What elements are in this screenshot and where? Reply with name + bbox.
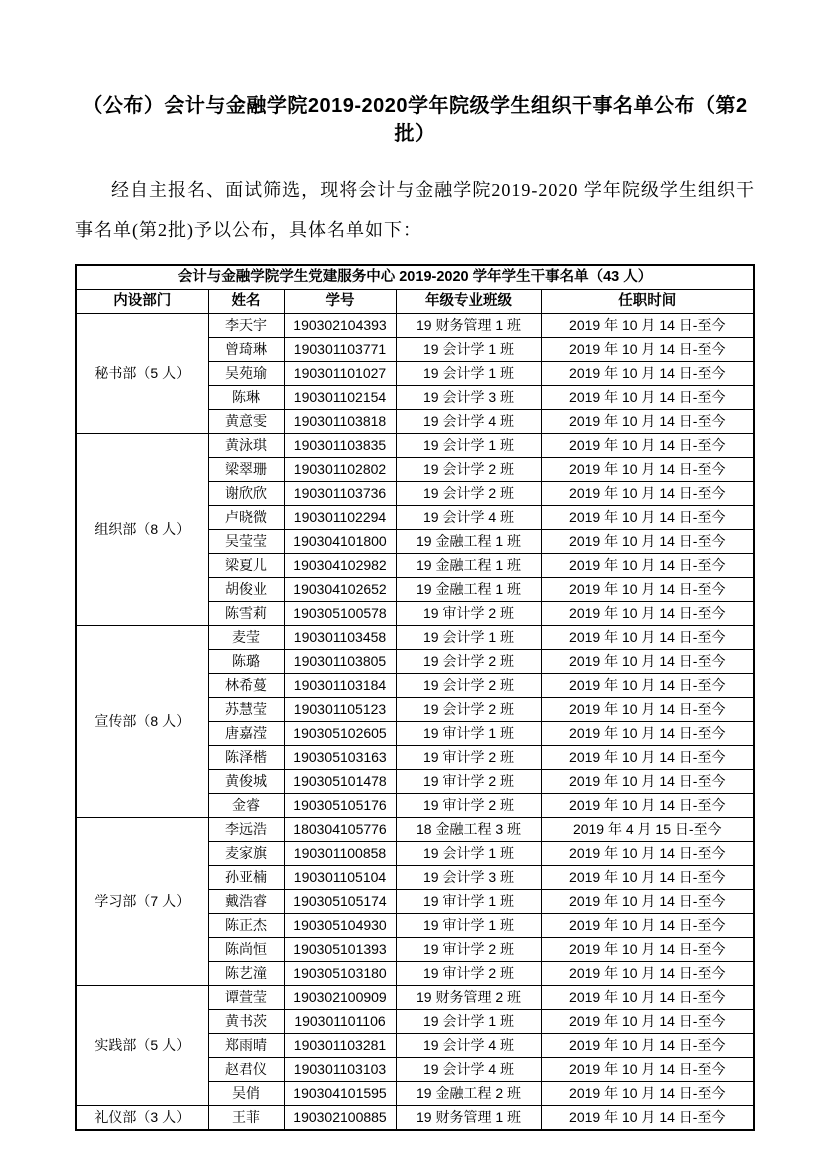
table-header-row bbox=[76, 290, 754, 314]
department-cell: 礼仪部（3 人） bbox=[76, 1106, 208, 1131]
class-cell: 19 会计学 4 班 bbox=[396, 410, 541, 434]
member-name-cell: 梁翠珊 bbox=[208, 458, 284, 482]
member-name-cell: 金睿 bbox=[208, 794, 284, 818]
tenure-cell: 2019 年 4 月 15 日-至今 bbox=[541, 818, 754, 842]
student-id-cell: 190301102154 bbox=[284, 386, 396, 410]
member-name-cell: 曾琦琳 bbox=[208, 338, 284, 362]
tenure-cell: 2019 年 10 月 14 日-至今 bbox=[541, 338, 754, 362]
student-id-cell: 190305103163 bbox=[284, 746, 396, 770]
class-cell: 19 会计学 4 班 bbox=[396, 1058, 541, 1082]
tenure-cell: 2019 年 10 月 14 日-至今 bbox=[541, 530, 754, 554]
student-id-cell: 190301101027 bbox=[284, 362, 396, 386]
member-name-cell: 卢晓微 bbox=[208, 506, 284, 530]
member-name-cell: 陈璐 bbox=[208, 650, 284, 674]
student-id-cell: 190302100909 bbox=[284, 986, 396, 1010]
student-id-cell: 190305101393 bbox=[284, 938, 396, 962]
intro-paragraph: 经自主报名、面试筛选，现将会计与金融学院2019-2020 学年院级学生组织干事名单(第2批)予以公布，具体名单如下： bbox=[75, 180, 755, 240]
table-row bbox=[76, 626, 754, 650]
roster-table-head bbox=[76, 265, 754, 314]
class-cell: 19 金融工程 2 班 bbox=[396, 1082, 541, 1106]
student-id-cell: 190301103771 bbox=[284, 338, 396, 362]
tenure-cell: 2019 年 10 月 14 日-至今 bbox=[541, 386, 754, 410]
class-cell: 19 会计学 2 班 bbox=[396, 458, 541, 482]
member-name-cell: 吴俏 bbox=[208, 1082, 284, 1106]
member-name-cell: 黄书茨 bbox=[208, 1010, 284, 1034]
student-id-cell: 190305102605 bbox=[284, 722, 396, 746]
student-id-cell: 190301100858 bbox=[284, 842, 396, 866]
student-id-cell: 190301103458 bbox=[284, 626, 396, 650]
member-name-cell: 黄意雯 bbox=[208, 410, 284, 434]
column-header-tenure: 任职时间 bbox=[541, 290, 754, 314]
class-cell: 19 会计学 2 班 bbox=[396, 482, 541, 506]
tenure-cell: 2019 年 10 月 14 日-至今 bbox=[541, 458, 754, 482]
roster-table bbox=[75, 264, 755, 1131]
class-cell: 19 会计学 1 班 bbox=[396, 626, 541, 650]
tenure-cell: 2019 年 10 月 14 日-至今 bbox=[541, 674, 754, 698]
tenure-cell: 2019 年 10 月 14 日-至今 bbox=[541, 362, 754, 386]
student-id-cell: 190301105123 bbox=[284, 698, 396, 722]
page-title: （公布）会计与金融学院2019-2020学年院级学生组织干事名单公布（第2批） bbox=[82, 95, 748, 145]
class-cell: 19 金融工程 1 班 bbox=[396, 530, 541, 554]
member-name-cell: 麦莹 bbox=[208, 626, 284, 650]
class-cell: 19 财务管理 1 班 bbox=[396, 1106, 541, 1131]
tenure-cell: 2019 年 10 月 14 日-至今 bbox=[541, 770, 754, 794]
student-id-cell: 190304102982 bbox=[284, 554, 396, 578]
tenure-cell: 2019 年 10 月 14 日-至今 bbox=[541, 410, 754, 434]
member-name-cell: 陈雪莉 bbox=[208, 602, 284, 626]
student-id-cell: 190305105174 bbox=[284, 890, 396, 914]
student-id-cell: 190301103736 bbox=[284, 482, 396, 506]
tenure-cell: 2019 年 10 月 14 日-至今 bbox=[541, 434, 754, 458]
member-name-cell: 陈正杰 bbox=[208, 914, 284, 938]
tenure-cell: 2019 年 10 月 14 日-至今 bbox=[541, 1010, 754, 1034]
tenure-cell: 2019 年 10 月 14 日-至今 bbox=[541, 938, 754, 962]
class-cell: 19 审计学 2 班 bbox=[396, 746, 541, 770]
table-row bbox=[76, 434, 754, 458]
tenure-cell: 2019 年 10 月 14 日-至今 bbox=[541, 866, 754, 890]
member-name-cell: 林希蔓 bbox=[208, 674, 284, 698]
class-cell: 19 会计学 1 班 bbox=[396, 338, 541, 362]
tenure-cell: 2019 年 10 月 14 日-至今 bbox=[541, 482, 754, 506]
member-name-cell: 黄俊城 bbox=[208, 770, 284, 794]
member-name-cell: 黄泳琪 bbox=[208, 434, 284, 458]
table-caption: 会计与金融学院学生党建服务中心 2019-2020 学年学生干事名单（43 人） bbox=[76, 265, 754, 290]
member-name-cell: 谭萱莹 bbox=[208, 986, 284, 1010]
student-id-cell: 190305105176 bbox=[284, 794, 396, 818]
class-cell: 19 财务管理 1 班 bbox=[396, 314, 541, 338]
tenure-cell: 2019 年 10 月 14 日-至今 bbox=[541, 698, 754, 722]
student-id-cell: 190301103805 bbox=[284, 650, 396, 674]
member-name-cell: 李远浩 bbox=[208, 818, 284, 842]
member-name-cell: 苏慧莹 bbox=[208, 698, 284, 722]
member-name-cell: 陈艺潼 bbox=[208, 962, 284, 986]
class-cell: 19 会计学 2 班 bbox=[396, 698, 541, 722]
student-id-cell: 190304102652 bbox=[284, 578, 396, 602]
member-name-cell: 李天宇 bbox=[208, 314, 284, 338]
class-cell: 19 金融工程 1 班 bbox=[396, 554, 541, 578]
class-cell: 19 审计学 1 班 bbox=[396, 914, 541, 938]
table-row bbox=[76, 1106, 754, 1131]
class-cell: 19 审计学 1 班 bbox=[396, 722, 541, 746]
member-name-cell: 陈泽楷 bbox=[208, 746, 284, 770]
member-name-cell: 王菲 bbox=[208, 1106, 284, 1131]
tenure-cell: 2019 年 10 月 14 日-至今 bbox=[541, 986, 754, 1010]
class-cell: 19 金融工程 1 班 bbox=[396, 578, 541, 602]
member-name-cell: 陈琳 bbox=[208, 386, 284, 410]
class-cell: 19 会计学 4 班 bbox=[396, 506, 541, 530]
tenure-cell: 2019 年 10 月 14 日-至今 bbox=[541, 314, 754, 338]
tenure-cell: 2019 年 10 月 14 日-至今 bbox=[541, 890, 754, 914]
class-cell: 19 会计学 1 班 bbox=[396, 842, 541, 866]
table-caption-row bbox=[76, 265, 754, 290]
tenure-cell: 2019 年 10 月 14 日-至今 bbox=[541, 1058, 754, 1082]
tenure-cell: 2019 年 10 月 14 日-至今 bbox=[541, 962, 754, 986]
class-cell: 19 会计学 3 班 bbox=[396, 866, 541, 890]
table-row bbox=[76, 314, 754, 338]
student-id-cell: 190305101478 bbox=[284, 770, 396, 794]
tenure-cell: 2019 年 10 月 14 日-至今 bbox=[541, 722, 754, 746]
tenure-cell: 2019 年 10 月 14 日-至今 bbox=[541, 1106, 754, 1131]
class-cell: 19 会计学 2 班 bbox=[396, 650, 541, 674]
student-id-cell: 190301103281 bbox=[284, 1034, 396, 1058]
student-id-cell: 190304101595 bbox=[284, 1082, 396, 1106]
department-cell: 宣传部（8 人） bbox=[76, 626, 208, 818]
tenure-cell: 2019 年 10 月 14 日-至今 bbox=[541, 506, 754, 530]
tenure-cell: 2019 年 10 月 14 日-至今 bbox=[541, 914, 754, 938]
student-id-cell: 190301102802 bbox=[284, 458, 396, 482]
member-name-cell: 陈尚恒 bbox=[208, 938, 284, 962]
class-cell: 19 审计学 2 班 bbox=[396, 794, 541, 818]
class-cell: 19 会计学 1 班 bbox=[396, 362, 541, 386]
member-name-cell: 赵君仪 bbox=[208, 1058, 284, 1082]
student-id-cell: 190301103103 bbox=[284, 1058, 396, 1082]
student-id-cell: 190301102294 bbox=[284, 506, 396, 530]
class-cell: 19 会计学 2 班 bbox=[396, 674, 541, 698]
tenure-cell: 2019 年 10 月 14 日-至今 bbox=[541, 794, 754, 818]
column-header-student-id: 学号 bbox=[284, 290, 396, 314]
department-cell: 组织部（8 人） bbox=[76, 434, 208, 626]
tenure-cell: 2019 年 10 月 14 日-至今 bbox=[541, 842, 754, 866]
tenure-cell: 2019 年 10 月 14 日-至今 bbox=[541, 746, 754, 770]
class-cell: 19 会计学 1 班 bbox=[396, 434, 541, 458]
class-cell: 19 审计学 2 班 bbox=[396, 962, 541, 986]
class-cell: 19 会计学 4 班 bbox=[396, 1034, 541, 1058]
tenure-cell: 2019 年 10 月 14 日-至今 bbox=[541, 602, 754, 626]
tenure-cell: 2019 年 10 月 14 日-至今 bbox=[541, 1082, 754, 1106]
class-cell: 19 审计学 1 班 bbox=[396, 890, 541, 914]
student-id-cell: 190301103184 bbox=[284, 674, 396, 698]
tenure-cell: 2019 年 10 月 14 日-至今 bbox=[541, 1034, 754, 1058]
student-id-cell: 190302100885 bbox=[284, 1106, 396, 1131]
class-cell: 19 审计学 2 班 bbox=[396, 770, 541, 794]
student-id-cell: 190301101106 bbox=[284, 1010, 396, 1034]
student-id-cell: 180304105776 bbox=[284, 818, 396, 842]
member-name-cell: 吴莹莹 bbox=[208, 530, 284, 554]
class-cell: 19 会计学 3 班 bbox=[396, 386, 541, 410]
member-name-cell: 梁夏儿 bbox=[208, 554, 284, 578]
student-id-cell: 190305100578 bbox=[284, 602, 396, 626]
member-name-cell: 谢欣欣 bbox=[208, 482, 284, 506]
tenure-cell: 2019 年 10 月 14 日-至今 bbox=[541, 626, 754, 650]
table-row bbox=[76, 986, 754, 1010]
student-id-cell: 190301105104 bbox=[284, 866, 396, 890]
member-name-cell: 唐嘉滢 bbox=[208, 722, 284, 746]
tenure-cell: 2019 年 10 月 14 日-至今 bbox=[541, 554, 754, 578]
member-name-cell: 郑雨晴 bbox=[208, 1034, 284, 1058]
member-name-cell: 孙亚楠 bbox=[208, 866, 284, 890]
student-id-cell: 190305103180 bbox=[284, 962, 396, 986]
member-name-cell: 麦家旗 bbox=[208, 842, 284, 866]
student-id-cell: 190304101800 bbox=[284, 530, 396, 554]
tenure-cell: 2019 年 10 月 14 日-至今 bbox=[541, 578, 754, 602]
roster-table-body bbox=[76, 314, 754, 1131]
student-id-cell: 190301103818 bbox=[284, 410, 396, 434]
column-header-name: 姓名 bbox=[208, 290, 284, 314]
tenure-cell: 2019 年 10 月 14 日-至今 bbox=[541, 650, 754, 674]
class-cell: 19 财务管理 2 班 bbox=[396, 986, 541, 1010]
class-cell: 19 审计学 2 班 bbox=[396, 602, 541, 626]
class-cell: 18 金融工程 3 班 bbox=[396, 818, 541, 842]
student-id-cell: 190302104393 bbox=[284, 314, 396, 338]
department-cell: 秘书部（5 人） bbox=[76, 314, 208, 434]
member-name-cell: 胡俊业 bbox=[208, 578, 284, 602]
member-name-cell: 吴苑瑜 bbox=[208, 362, 284, 386]
table-row bbox=[76, 818, 754, 842]
member-name-cell: 戴浩睿 bbox=[208, 890, 284, 914]
column-header-department: 内设部门 bbox=[76, 290, 208, 314]
student-id-cell: 190301103835 bbox=[284, 434, 396, 458]
student-id-cell: 190305104930 bbox=[284, 914, 396, 938]
department-cell: 实践部（5 人） bbox=[76, 986, 208, 1106]
class-cell: 19 审计学 2 班 bbox=[396, 938, 541, 962]
column-header-class: 年级专业班级 bbox=[396, 290, 541, 314]
class-cell: 19 会计学 1 班 bbox=[396, 1010, 541, 1034]
department-cell: 学习部（7 人） bbox=[76, 818, 208, 986]
